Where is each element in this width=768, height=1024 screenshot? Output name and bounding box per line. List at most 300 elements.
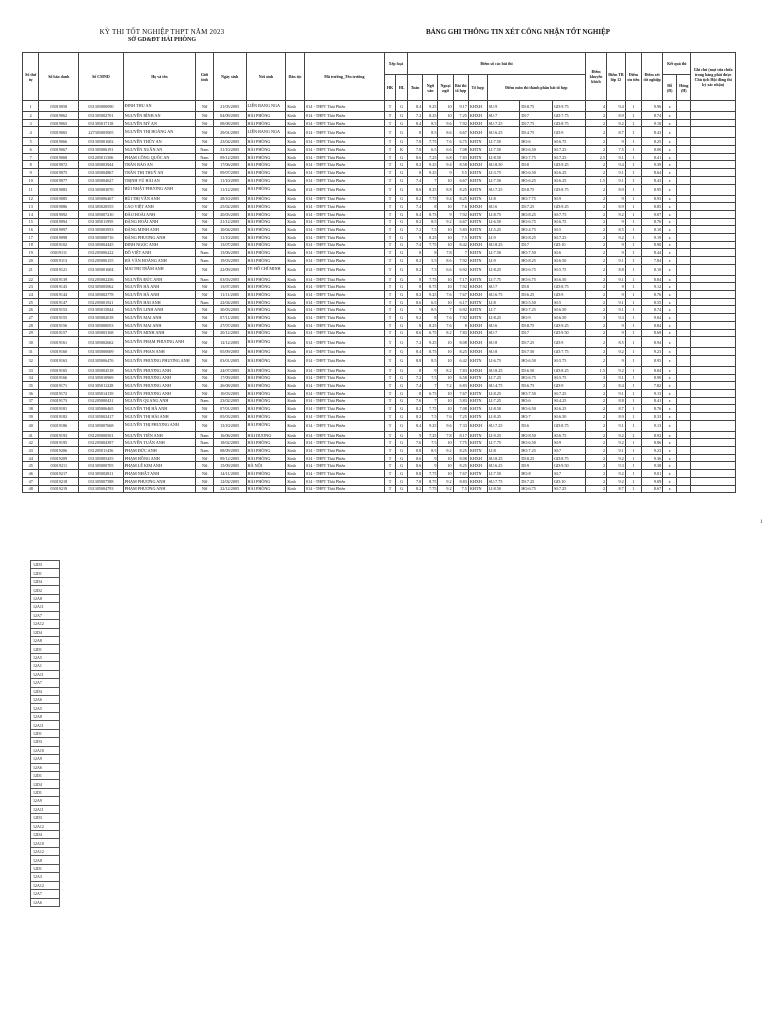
cell-toan: 8	[408, 389, 423, 397]
cell-kk: 2	[585, 127, 606, 138]
cell-school: 014 - THPT Thái Phiên	[305, 101, 385, 112]
cell-stt: 3	[23, 119, 39, 127]
cell-nn: 10	[438, 355, 453, 366]
cell-res: x	[663, 431, 677, 439]
cell-c3: SI:4.25	[553, 397, 586, 405]
cell-gender: Nữ	[196, 291, 214, 299]
cell-van: 8.75	[423, 477, 438, 485]
cell-ut: 1	[625, 298, 641, 306]
cell-note	[691, 119, 736, 127]
cell-c3: SI:7.25	[553, 389, 586, 397]
cell-toan: 7.4	[408, 203, 423, 211]
cell-thm: 8	[453, 321, 468, 329]
cell-thm: 8.08	[453, 337, 468, 348]
cell-res: x	[663, 329, 677, 337]
cell-hl: G	[396, 101, 408, 112]
table-row	[23, 176, 736, 184]
cell-sbd: 03019143	[39, 283, 79, 291]
cell-xtn: 8.84	[642, 275, 663, 283]
cell-th: KHXH	[468, 291, 487, 299]
cell-eth: Kinh	[286, 470, 305, 478]
class-code: 12A7	[31, 890, 60, 898]
cell-van: 7.5	[423, 374, 438, 382]
cell-hong	[677, 382, 691, 390]
cell-c3: SI:6.75	[553, 138, 586, 146]
cell-place: LIÊN BANG NGA	[246, 101, 286, 112]
cell-c2: HO:6.50	[520, 405, 553, 413]
cell-res: x	[663, 355, 677, 366]
cell-note	[691, 454, 736, 462]
cell-cmnd: 031305004793	[79, 485, 123, 493]
cell-eth: Kinh	[286, 462, 305, 470]
cell-hk: T	[384, 112, 396, 120]
cell-th: KHTN	[468, 447, 487, 455]
class-code: 12A12	[31, 881, 60, 889]
cell-ut: 1	[625, 454, 641, 462]
cell-c3: GD:9.25	[553, 203, 586, 211]
cell-nn: 10	[438, 283, 453, 291]
cell-van: 7	[423, 176, 438, 184]
cell-c2: HO:6.25	[520, 176, 553, 184]
cell-nn: 7.6	[438, 291, 453, 299]
cell-dob: 08/08/2005	[213, 119, 246, 127]
cell-c2: DI:4.75	[520, 127, 553, 138]
cell-stt: 36	[23, 389, 39, 397]
cell-c1: LI:9	[487, 257, 520, 265]
cell-toan: 8	[408, 321, 423, 329]
cell-place: LIÊN BANG NGA	[246, 127, 286, 138]
cell-place: HẢI PHÒNG	[246, 314, 286, 322]
cell-ut: 1	[625, 397, 641, 405]
cell-gender: Nam	[196, 249, 214, 257]
cell-cmnd: 031305006465	[79, 405, 123, 413]
cell-c1: LI:7.25	[487, 397, 520, 405]
cell-gender: Nữ	[196, 112, 214, 120]
cell-sbd: 03019217	[39, 470, 79, 478]
cell-xtn: 8.33	[642, 413, 663, 421]
cell-hk: T	[384, 176, 396, 184]
cell-hl: G	[396, 153, 408, 161]
cell-cmnd: 031305003168	[79, 329, 123, 337]
cell-nn: 10	[438, 462, 453, 470]
cell-gender: Nữ	[196, 337, 214, 348]
cell-dob: 22/12/2005	[213, 485, 246, 493]
cell-sbd: 03019160	[39, 348, 79, 356]
cell-hk: T	[384, 138, 396, 146]
cell-van: 7.25	[423, 153, 438, 161]
cell-school: 014 - THPT Thái Phiên	[305, 184, 385, 195]
cell-c3: GD:8.75	[553, 283, 586, 291]
cell-gender: Nữ	[196, 138, 214, 146]
cell-th: KHTN	[468, 397, 487, 405]
cell-c3: SI:5	[553, 226, 586, 234]
cell-hl: G	[396, 241, 408, 249]
cell-tb: 9.2	[607, 454, 626, 462]
cell-toan: 8	[408, 169, 423, 177]
cell-sbd: 03019062	[39, 112, 79, 120]
col-stt: Số thứ tự	[23, 53, 39, 101]
cell-name: NGUYỄN THỊ PHƯƠNG ANH	[123, 420, 196, 431]
cell-stt: 18	[23, 241, 39, 249]
cell-toan: 8.4	[408, 348, 423, 356]
cell-c3: GD:10	[553, 241, 586, 249]
cell-hk: T	[384, 101, 396, 112]
cell-note	[691, 477, 736, 485]
class-code-row	[31, 856, 60, 864]
cell-nn: 10	[438, 389, 453, 397]
cell-note	[691, 405, 736, 413]
cell-cmnd: 031205004397	[79, 439, 123, 447]
cell-toan: 8.8	[408, 470, 423, 478]
cell-van: 7.75	[423, 195, 438, 203]
cell-res: x	[663, 366, 677, 374]
cell-sbd: 03019165	[39, 366, 79, 374]
cell-th: KHTN	[468, 405, 487, 413]
cell-toan: 8.2	[408, 195, 423, 203]
cell-c2: DI:7.25	[520, 203, 553, 211]
cell-ut: 1	[625, 218, 641, 226]
cell-c2: DI:6	[520, 420, 553, 431]
cell-nn: 7.6	[438, 321, 453, 329]
table-row	[23, 184, 736, 195]
class-code: 12A6	[31, 898, 60, 906]
cell-c3: SI:5.75	[553, 355, 586, 366]
cell-c2: HO:7.50	[520, 389, 553, 397]
cell-sbd: 03019113	[39, 257, 79, 265]
cell-ut: 1	[625, 169, 641, 177]
cell-eth: Kinh	[286, 275, 305, 283]
cell-toan: 8	[408, 249, 423, 257]
cell-c2: HO:7.75	[520, 195, 553, 203]
cell-c1: LI:5.25	[487, 226, 520, 234]
cell-gender: Nữ	[196, 321, 214, 329]
cell-thm: 6.92	[453, 264, 468, 275]
cell-tb: 9.4	[607, 161, 626, 169]
cell-res: x	[663, 112, 677, 120]
cell-xtn: 9.07	[642, 210, 663, 218]
cell-van: 9.25	[423, 420, 438, 431]
cell-toan: 8.4	[408, 119, 423, 127]
cell-xtn: 8.84	[642, 366, 663, 374]
cell-hk: T	[384, 241, 396, 249]
cell-name: ĐẶNG HOÀI ANH	[123, 218, 196, 226]
cell-ut: 1	[625, 233, 641, 241]
cell-note	[691, 439, 736, 447]
cell-nn: 10	[438, 454, 453, 462]
class-code-row	[31, 662, 60, 670]
table-row	[23, 119, 736, 127]
cell-place: HẢI DƯƠNG	[246, 431, 286, 439]
table-row	[23, 101, 736, 112]
cell-van: 7.75	[423, 241, 438, 249]
cell-xtn: 9.13	[642, 420, 663, 431]
cell-kk: 2	[585, 119, 606, 127]
cell-cmnd: 031205011456	[79, 447, 123, 455]
cell-ut: 1	[625, 249, 641, 257]
table-row	[23, 249, 736, 257]
cell-c2: HO:8.25	[520, 233, 553, 241]
cell-place: HẢI PHÒNG	[246, 348, 286, 356]
cell-hk: T	[384, 264, 396, 275]
cell-hong	[677, 226, 691, 234]
class-code-row	[31, 628, 60, 636]
cell-dob: 21/05/2005	[213, 101, 246, 112]
cell-cmnd: 031305007210	[79, 210, 123, 218]
cell-c1: SU:7	[487, 112, 520, 120]
table-row	[23, 462, 736, 470]
cell-c2: DI:7.25	[520, 477, 553, 485]
cell-van: 7.25	[423, 431, 438, 439]
cell-hl: G	[396, 249, 408, 257]
cell-kk: 1.5	[585, 176, 606, 184]
col-birthplace: Nơi sinh	[246, 53, 286, 101]
cell-place: HẢI PHÒNG	[246, 233, 286, 241]
cell-dob: 23/04/2005	[213, 138, 246, 146]
cell-place: HẢI PHÒNG	[246, 184, 286, 195]
cell-eth: Kinh	[286, 306, 305, 314]
cell-cmnd: 031305004627	[79, 176, 123, 184]
cell-c2: DI:6.50	[520, 366, 553, 374]
cell-nn: 9.6	[438, 420, 453, 431]
cell-dob: 13/06/2005	[213, 249, 246, 257]
cell-nn: 6.8	[438, 153, 453, 161]
cell-thm: 7.17	[453, 275, 468, 283]
class-code-row	[31, 831, 60, 839]
cell-nn: 7.8	[438, 249, 453, 257]
cell-note	[691, 249, 736, 257]
cell-tb: 9.1	[607, 257, 626, 265]
cell-dob: 20/05/2005	[213, 210, 246, 218]
cell-stt: 38	[23, 405, 39, 413]
cell-thm: 8.83	[453, 477, 468, 485]
cell-toan: 8.6	[408, 454, 423, 462]
cell-van: 9.25	[423, 337, 438, 348]
cell-van: 7.75	[423, 405, 438, 413]
cell-res: x	[663, 161, 677, 169]
cell-hl: G	[396, 169, 408, 177]
cell-kk: 2	[585, 454, 606, 462]
cell-hong	[677, 314, 691, 322]
cell-sbd: 03019094	[39, 218, 79, 226]
cell-school: 014 - THPT Thái Phiên	[305, 264, 385, 275]
cell-xtn: 9.19	[642, 233, 663, 241]
cell-place: HẢI PHÒNG	[246, 397, 286, 405]
cell-nn: 10	[438, 101, 453, 112]
cell-name: NGUYỄN PHƯƠNG ANH	[123, 389, 196, 397]
cell-kk: 2	[585, 203, 606, 211]
cell-cmnd: 031205000501	[79, 431, 123, 439]
cell-ut: 1	[625, 355, 641, 366]
cell-c2: HO:8	[520, 470, 553, 478]
cell-xtn: 7.84	[642, 257, 663, 265]
cell-note	[691, 485, 736, 493]
cell-c2: HO:7.50	[520, 249, 553, 257]
cell-cmnd: 031305004445	[79, 241, 123, 249]
cell-cmnd: 031305004518	[79, 366, 123, 374]
cell-hong	[677, 366, 691, 374]
cell-van: 6.5	[423, 146, 438, 154]
cell-c3: SI:6.75	[553, 431, 586, 439]
cell-tb: 9.2	[607, 431, 626, 439]
cell-cmnd: 031305011995	[79, 218, 123, 226]
cell-note	[691, 146, 736, 154]
cell-ut: 1	[625, 462, 641, 470]
cell-tb: 9.2	[607, 210, 626, 218]
cell-note	[691, 348, 736, 356]
cell-hl: G	[396, 275, 408, 283]
cell-xtn: 8.90	[642, 241, 663, 249]
cell-th: KHXH	[468, 101, 487, 112]
cell-c2: HO:7.75	[520, 153, 553, 161]
cell-res: x	[663, 184, 677, 195]
cell-eth: Kinh	[286, 153, 305, 161]
class-code-list	[30, 560, 60, 907]
cell-c3: GD:9.25	[553, 321, 586, 329]
cell-c3: SI:6.25	[553, 169, 586, 177]
cell-xtn: 9.96	[642, 101, 663, 112]
cell-toan: 8.2	[408, 264, 423, 275]
table-row	[23, 112, 736, 120]
cell-c1: LI:9.25	[487, 431, 520, 439]
cell-nn: 10	[438, 439, 453, 447]
cell-hl: G	[396, 195, 408, 203]
cell-kk: 4	[585, 101, 606, 112]
cell-ut: 1	[625, 241, 641, 249]
cell-note	[691, 195, 736, 203]
cell-name: NGUYỄN QUANG ANH	[123, 397, 196, 405]
class-code: 12D4	[31, 780, 60, 788]
cell-c2: HO:6.75	[520, 264, 553, 275]
cell-ut: 1	[625, 257, 641, 265]
cell-place: HẢI PHÒNG	[246, 355, 286, 366]
cell-stt: 47	[23, 477, 39, 485]
cell-note	[691, 233, 736, 241]
cell-th: KHTN	[468, 431, 487, 439]
cell-tb: 9.1	[607, 447, 626, 455]
cell-c2: HO:6	[520, 138, 553, 146]
cell-school: 014 - THPT Thái Phiên	[305, 321, 385, 329]
col-ngoai-ngu: Ngoại ngữ	[438, 75, 453, 101]
cell-school: 014 - THPT Thái Phiên	[305, 306, 385, 314]
cell-thm: 7.5	[453, 485, 468, 493]
cell-nn: 9.2	[438, 485, 453, 493]
cell-c2: DI:8.75	[520, 321, 553, 329]
cell-th: KHTN	[468, 298, 487, 306]
cell-res: x	[663, 195, 677, 203]
cell-gender: Nữ	[196, 169, 214, 177]
cell-name: BÙI THỊ VÂN ANH	[123, 195, 196, 203]
cell-hong	[677, 119, 691, 127]
cell-xtn: 8.86	[642, 439, 663, 447]
class-code-row	[31, 864, 60, 872]
cell-place: HẢI PHÒNG	[246, 366, 286, 374]
cell-place: HẢI PHÒNG	[246, 138, 286, 146]
cell-ut: 1	[625, 264, 641, 275]
cell-hl: G	[396, 112, 408, 120]
cell-name: NGUYỄN PHƯƠNG ANH	[123, 366, 196, 374]
cell-sbd: 03019092	[39, 210, 79, 218]
col-cmnd: Số CMND	[79, 53, 123, 101]
cell-kk: 2	[585, 218, 606, 226]
cell-c3: GD:8.25	[553, 366, 586, 374]
class-code-row	[31, 788, 60, 796]
cell-res: x	[663, 405, 677, 413]
cell-kk: 2	[585, 264, 606, 275]
cell-c3: GD:8.75	[553, 119, 586, 127]
cell-cmnd: 031305005455	[79, 454, 123, 462]
cell-c1: LI:7.50	[487, 138, 520, 146]
cell-thm: 7.92	[453, 210, 468, 218]
class-code-row	[31, 738, 60, 746]
cell-van: 7.75	[423, 138, 438, 146]
cell-c2: DI:6.75	[520, 382, 553, 390]
cell-place: HÀ NỘI	[246, 462, 286, 470]
cell-c2: HO:7.25	[520, 306, 553, 314]
cell-eth: Kinh	[286, 249, 305, 257]
cell-cmnd: 031305002778	[79, 291, 123, 299]
cell-res: x	[663, 101, 677, 112]
cell-hong	[677, 298, 691, 306]
cell-ut: 1	[625, 420, 641, 431]
cell-ut: 1	[625, 439, 641, 447]
cell-gender: Nữ	[196, 485, 214, 493]
cell-nn: 10	[438, 337, 453, 348]
cell-gender: Nam	[196, 257, 214, 265]
cell-kk: 2	[585, 257, 606, 265]
cell-school: 014 - THPT Thái Phiên	[305, 119, 385, 127]
cell-dob: 22/04/2005	[213, 298, 246, 306]
cell-thm: 7.92	[453, 257, 468, 265]
col-khuyen-khich: Điểm khuyến khích	[585, 53, 606, 101]
class-code-row	[31, 771, 60, 779]
cell-place: HẢI PHÒNG	[246, 153, 286, 161]
cell-hong	[677, 257, 691, 265]
cell-ut: 1	[625, 431, 641, 439]
cell-ut: 1	[625, 153, 641, 161]
cell-van: 8	[423, 203, 438, 211]
cell-dob: 07/11/2005	[213, 314, 246, 322]
col-tb12: Điểm TB lớp 12	[607, 53, 626, 101]
cell-sbd: 03019077	[39, 176, 79, 184]
cell-sbd: 03019121	[39, 264, 79, 275]
cell-toan: 7.2	[408, 112, 423, 120]
cell-eth: Kinh	[286, 203, 305, 211]
cell-nn: 7.6	[438, 314, 453, 322]
table-row	[23, 413, 736, 421]
cell-th: KHXH	[468, 382, 487, 390]
cell-toan: 8.4	[408, 101, 423, 112]
cell-name: NGUYỄN XUÂN AN	[123, 146, 196, 154]
cell-gender: Nữ	[196, 176, 214, 184]
cell-c2: DI:8.25	[520, 454, 553, 462]
cell-tb: 9.1	[607, 306, 626, 314]
cell-dob: 10/03/2005	[213, 389, 246, 397]
cell-c1: LI:7.25	[487, 374, 520, 382]
cell-school: 014 - THPT Thái Phiên	[305, 329, 385, 337]
cell-hong	[677, 218, 691, 226]
cell-hong	[677, 138, 691, 146]
cell-stt: 40	[23, 420, 39, 431]
cell-th: KHTN	[468, 355, 487, 366]
cell-nn: 8.2	[438, 329, 453, 337]
cell-van: 7.75	[423, 470, 438, 478]
cell-xtn: 9.12	[642, 283, 663, 291]
cell-thm: 8.25	[453, 184, 468, 195]
table-row	[23, 306, 736, 314]
cell-c1: LI:7.50	[487, 146, 520, 154]
cell-van: 8	[423, 249, 438, 257]
cell-stt: 37	[23, 397, 39, 405]
